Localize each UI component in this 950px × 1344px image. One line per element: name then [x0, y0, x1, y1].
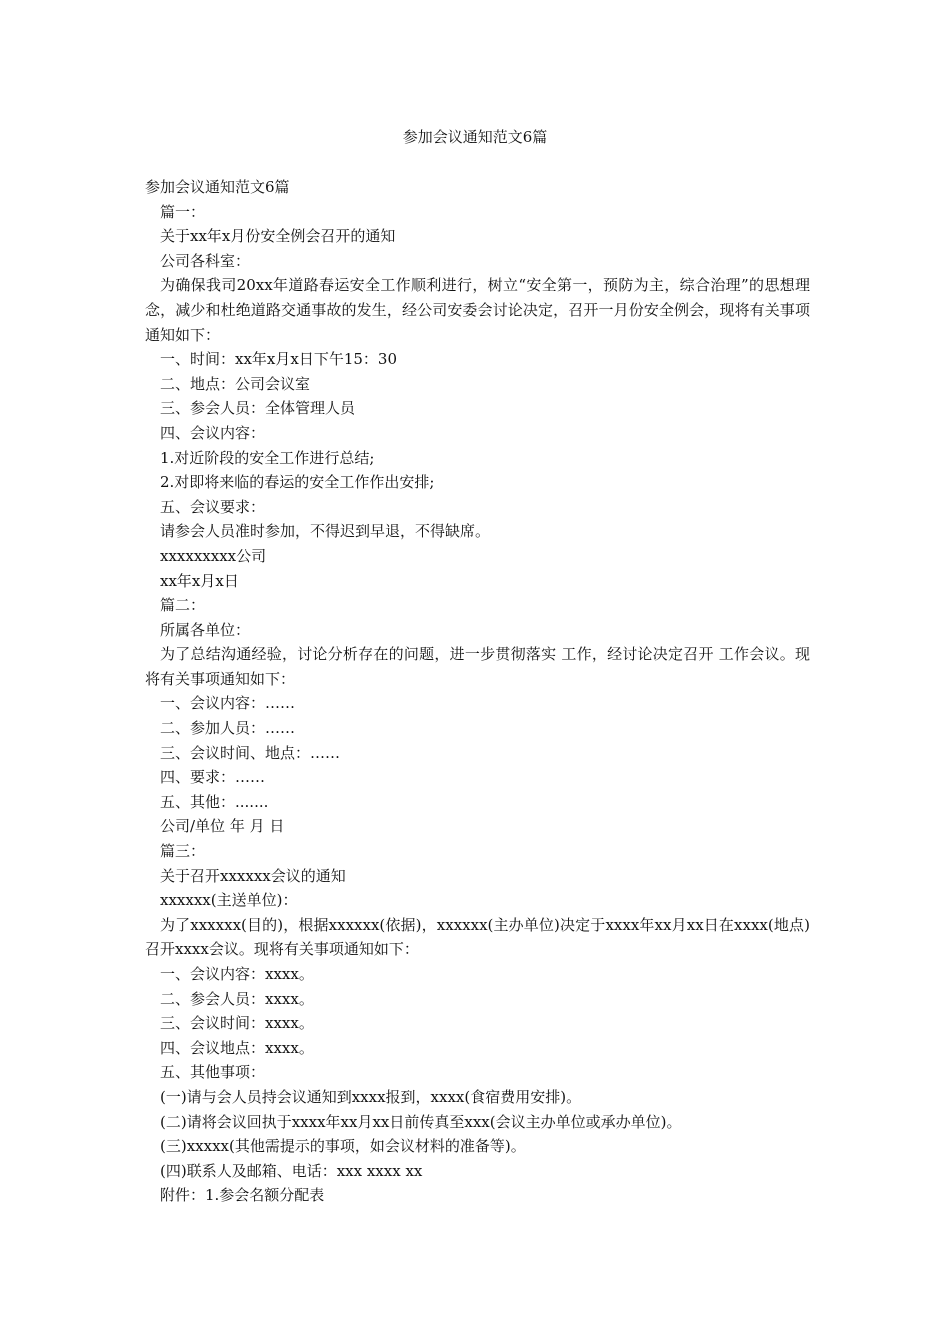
text-line: 五、其他事项：: [160, 1063, 266, 1082]
text-line: (一)请与会人员持会议通知到xxxx报到，xxxx(食宿费用安排)。: [160, 1087, 582, 1106]
text-line: 关于召开xxxxxx会议的通知: [160, 866, 346, 885]
text-line: 一、会议内容：……: [160, 694, 296, 713]
text-line: 三、参会人员：全体管理人员: [160, 399, 356, 418]
text-line: (四)联系人及邮箱、电话：xxx xxxx xx: [160, 1161, 423, 1180]
text-line: (二)请将会议回执于xxxx年xx月xx日前传真至xxx(会议主办单位或承办单位)。: [160, 1112, 682, 1131]
text-line: 1.对近阶段的安全工作进行总结;: [160, 448, 375, 467]
text-line: 二、参会人员：xxxx。: [160, 989, 314, 1008]
text-line: 所属各单位：: [160, 620, 251, 639]
text-line: 请参会人员准时参加，不得迟到早退，不得缺席。: [160, 522, 491, 541]
text-line: 三、会议时间、地点：……: [160, 743, 341, 762]
text-line: xx年x月x日: [160, 571, 239, 590]
text-line: 公司/单位 年 月 日: [160, 817, 285, 836]
paragraph: 为确保我司20xx年道路春运安全工作顺利进行，树立“安全第一，预防为主，综合治理”的思想理念，减少和杜绝道路交通事故的发生，经公司安委会讨论决定，召开一月份安全例会，现将有关事项通知如下：: [145, 276, 810, 344]
text-line: 四、要求：……: [160, 768, 266, 787]
document-body: [145, 175, 810, 1208]
text-line: xxxxxxxxx公司: [160, 546, 267, 565]
paragraph: 为了总结沟通经验，讨论分析存在的问题，进一步贯彻落实 工作，经讨论决定召开 工作会议。现将有关事项通知如下：: [145, 645, 810, 688]
text-line: xxxxxx(主送单位)：: [160, 891, 298, 910]
text-line: (三)xxxxx(其他需提示的事项，如会议材料的准备等)。: [160, 1137, 526, 1156]
text-line: 附件：1.参会名额分配表: [160, 1186, 325, 1205]
text-line: 三、会议时间：xxxx。: [160, 1014, 314, 1033]
text-line: 篇一：: [160, 202, 206, 221]
text-line: 一、会议内容：xxxx。: [160, 965, 314, 983]
text-line: 参加会议通知范文6篇: [145, 178, 290, 196]
text-line: 五、其他：.......: [160, 792, 269, 811]
text-line: 二、参加人员：……: [160, 719, 296, 738]
text-line: 一、时间：xx年x月x日下午15：30: [160, 350, 398, 369]
text-line: 二、地点：公司会议室: [160, 374, 311, 393]
paragraph: 为了xxxxxx(目的)，根据xxxxxx(依据)，xxxxxx(主办单位)决定于xxxx年xx月xx日在xxxx(地点)召开xxxx会议。现将有关事项通知如下：: [145, 915, 810, 959]
text-line: 2.对即将来临的春运的安全工作作出安排;: [160, 473, 435, 492]
text-line: 关于xx年x月份安全例会召开的通知: [160, 227, 396, 246]
text-line: 四、会议地点：xxxx。: [160, 1038, 314, 1057]
document-title: 参加会议通知范文6篇: [402, 128, 548, 146]
text-line: 公司各科室：: [160, 251, 251, 270]
text-line: 四、会议内容：: [160, 423, 266, 442]
text-line: 篇三：: [160, 842, 206, 861]
text-line: 篇二：: [160, 596, 206, 615]
text-line: 五、会议要求：: [160, 497, 266, 516]
